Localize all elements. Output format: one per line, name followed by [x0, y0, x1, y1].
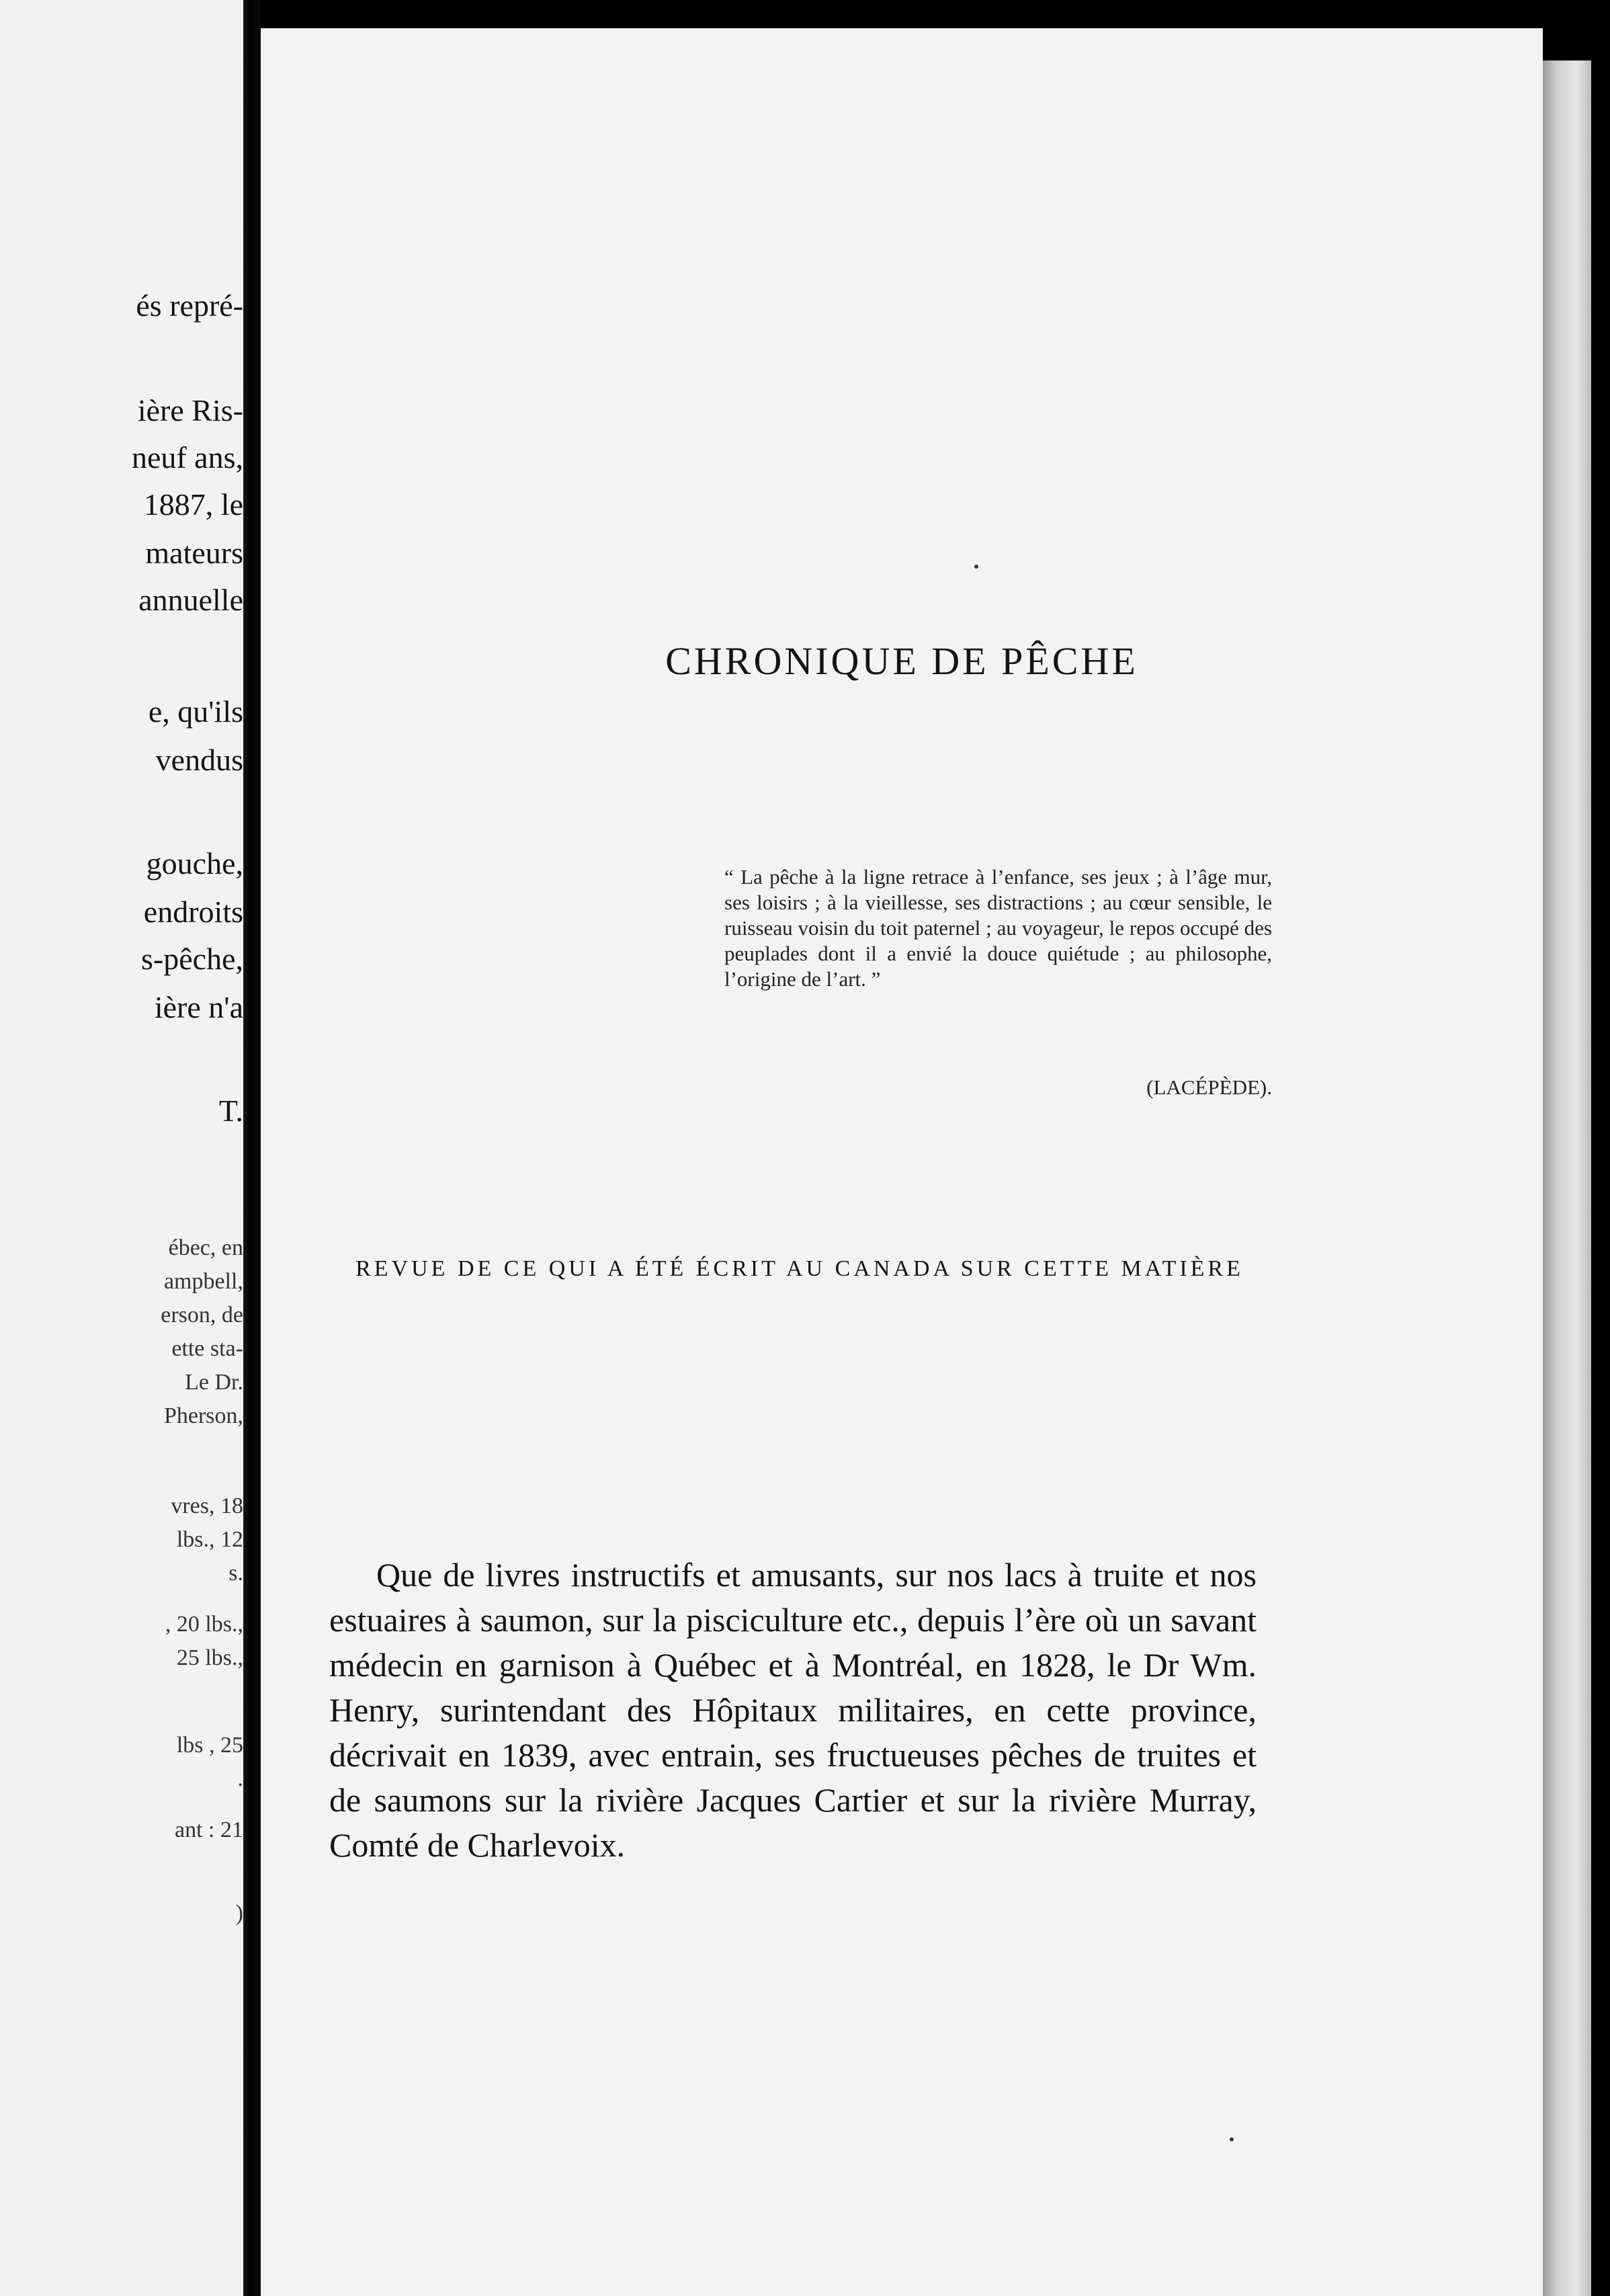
- left-page-line: gouche,: [146, 846, 243, 880]
- left-page-line: endroits: [143, 895, 243, 929]
- left-page-line: lbs , 25: [176, 1733, 243, 1758]
- left-page-line: lbs., 12: [176, 1527, 243, 1552]
- left-page-fragment: [0, 0, 243, 2296]
- section-subtitle: REVUE DE CE QUI A ÉTÉ ÉCRIT AU CANADA SUR CETTE MATIÈRE: [355, 1256, 1244, 1281]
- chapter-title: CHRONIQUE DE PÊCHE: [665, 639, 1138, 683]
- speck: [1230, 2137, 1234, 2141]
- epigraph-attribution: (LACÉPÈDE).: [1146, 1075, 1272, 1099]
- left-page-line: e, qu'ils: [148, 694, 243, 729]
- book-gutter: [243, 0, 261, 2296]
- left-page-line: és repré-: [136, 288, 243, 323]
- left-page-line: s.: [228, 1561, 243, 1586]
- left-page-line: 25 lbs.,: [176, 1645, 243, 1670]
- left-page-line: s-pêche,: [141, 942, 243, 976]
- left-page-line: ière n'a: [154, 990, 243, 1024]
- epigraph-quote: “ La pêche à la ligne retrace à l’enfance, ses jeux ; à l’âge mur, ses loisirs ; à la vieillesse, ses distractions ; au cœur sensible, le ruisseau voisin du toit paternel ; au voyageur, le repos occupé des peuplades dont il a envié la douce quiétude ; au philosophe, l’origine de l’art. ”: [724, 865, 1272, 991]
- left-page-line: 1887, le: [143, 487, 243, 522]
- body-paragraph: Que de livres instructifs et amusants, sur nos lacs à truite et nos estuaires à saumon, sur la pisciculture etc., depuis l’ère où un savant médecin en garnison à Québec et à Montréal, en 1828, le Dr Wm. Henry, surintendant des Hôpitaux militaires, en cette province, décrivait en 1839, avec entrain, ses fructueuses pêches de truites et de saumons sur la rivière Jacques Cartier et sur la rivière Murray, Comté de Charlevoix.: [329, 1556, 1257, 1864]
- left-page-line: ): [235, 1901, 243, 1926]
- left-page-line: annuelle: [138, 583, 243, 617]
- left-page-line: ébec, en: [168, 1235, 243, 1260]
- left-page-line: erson, de: [161, 1303, 243, 1327]
- left-page-line: Le Dr.: [185, 1370, 243, 1395]
- page-edge: [1543, 60, 1591, 2296]
- left-page-line: neuf ans,: [131, 440, 243, 475]
- left-page-line: , 20 lbs.,: [165, 1612, 243, 1637]
- left-page-line: T.: [218, 1094, 243, 1128]
- left-page-line: Pherson,: [163, 1403, 243, 1428]
- left-page-line: ette sta-: [171, 1336, 243, 1361]
- left-page-line: ière Ris-: [137, 393, 243, 427]
- speck: [974, 565, 978, 569]
- left-page-line: mateurs: [145, 536, 243, 570]
- left-page-line: ampbell,: [163, 1269, 243, 1294]
- left-page-line: .: [237, 1766, 243, 1791]
- left-page-line: vres, 18: [171, 1493, 243, 1518]
- left-page-line: vendus: [155, 743, 243, 777]
- left-page-line: ant : 21: [175, 1817, 243, 1842]
- right-page: [261, 28, 1543, 2296]
